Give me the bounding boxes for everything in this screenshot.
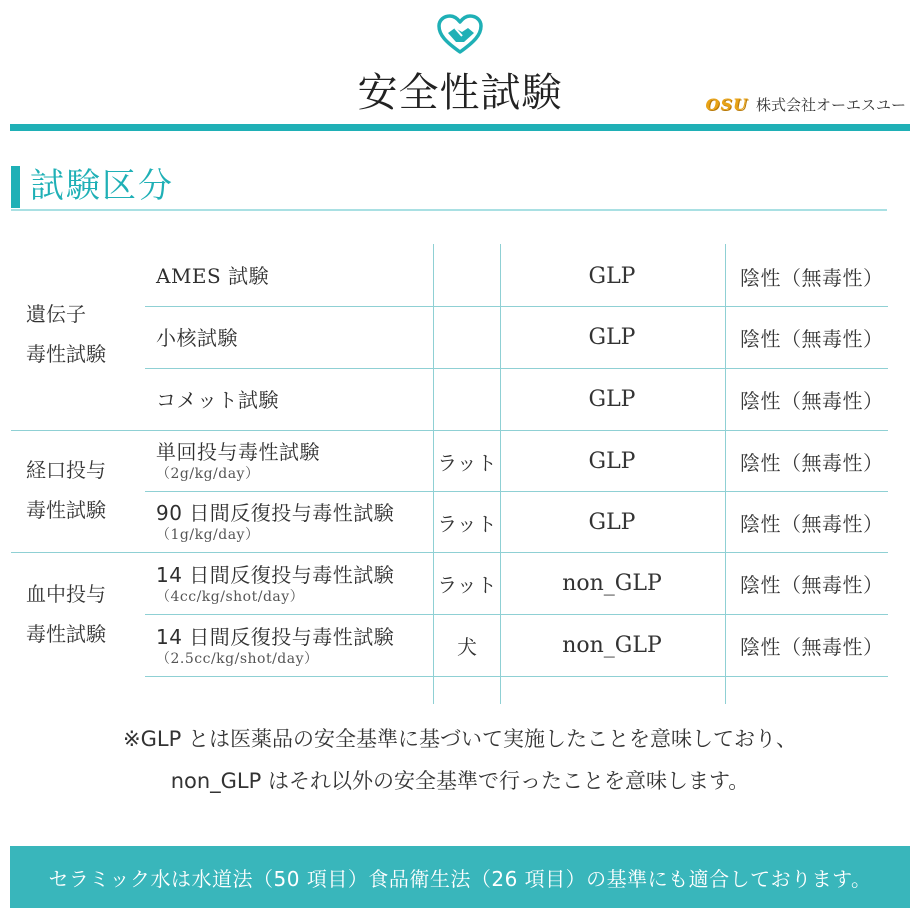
category-blood-toxicity: 血中投与 毒性試験 [26, 582, 106, 646]
non-glp-note: non_GLP はそれ以外の安全基準で行ったことを意味します。 [170, 769, 750, 793]
test-result: 陰性（無毒性） [740, 327, 884, 351]
title-divider [10, 124, 910, 131]
test-dosage: （2.5cc/kg/shot/day） [156, 650, 319, 667]
test-name: 単回投与毒性試験 （2g/kg/day） [156, 431, 432, 491]
heart-handshake-icon [436, 14, 484, 56]
column-divider [725, 244, 726, 704]
footer-text: セラミック水は水道法（50 項目）食品衛生法（26 項目）の基準にも適合しております。 [48, 866, 872, 891]
test-subject [434, 307, 500, 368]
page-title: 安全性試験 [357, 70, 563, 116]
test-name: 14 日間反復投与毒性試験 （2.5cc/kg/shot/day） [156, 615, 432, 676]
footer-banner [10, 846, 910, 908]
test-grade: GLP [588, 448, 636, 474]
test-name: 小核試験 [156, 325, 238, 350]
test-subject [434, 369, 500, 430]
test-name: 90 日間反復投与毒性試験 （1g/kg/day） [156, 492, 432, 552]
section-divider [11, 209, 887, 211]
table-bottom-border [145, 676, 888, 677]
test-name: AMES 試験 [156, 264, 270, 288]
test-grade: GLP [588, 325, 636, 350]
company-name: 株式会社オーエスユー [755, 95, 906, 114]
test-result: 陰性（無毒性） [740, 573, 884, 597]
test-subject: 犬 [457, 635, 477, 659]
category-genetic-toxicity: 遺伝子 毒性試験 [26, 302, 106, 366]
test-grade: non_GLP [562, 633, 662, 658]
test-subject [434, 246, 500, 306]
glp-note: ※GLP とは医薬品の安全基準に基づいて実施したことを意味しており、 [123, 727, 797, 751]
test-dosage: （1g/kg/day） [156, 527, 260, 543]
test-result: 陰性（無毒性） [740, 450, 884, 475]
test-grade: non_GLP [562, 571, 662, 596]
test-subject: ラット [437, 450, 497, 475]
test-dosage: （2g/kg/day） [156, 466, 260, 482]
test-grade: GLP [588, 509, 636, 535]
test-result: 陰性（無毒性） [740, 389, 884, 413]
test-subject: ラット [437, 573, 497, 597]
test-result: 陰性（無毒性） [740, 265, 884, 290]
test-name: コメット試験 [156, 387, 279, 412]
section-title: 試験区分 [30, 166, 174, 206]
test-result: 陰性（無毒性） [740, 635, 884, 659]
test-subject: ラット [437, 511, 497, 536]
category-oral-toxicity: 経口投与 毒性試験 [26, 458, 106, 522]
company-branding [706, 92, 906, 116]
test-result: 陰性（無毒性） [740, 511, 884, 536]
test-grade: GLP [588, 263, 636, 289]
section-accent-bar [11, 166, 20, 208]
test-grade: GLP [588, 387, 636, 412]
test-dosage: （4cc/kg/shot/day） [156, 588, 305, 605]
test-name: 14 日間反復投与毒性試験 （4cc/kg/shot/day） [156, 553, 432, 614]
osu-logo: OSU [705, 94, 748, 114]
